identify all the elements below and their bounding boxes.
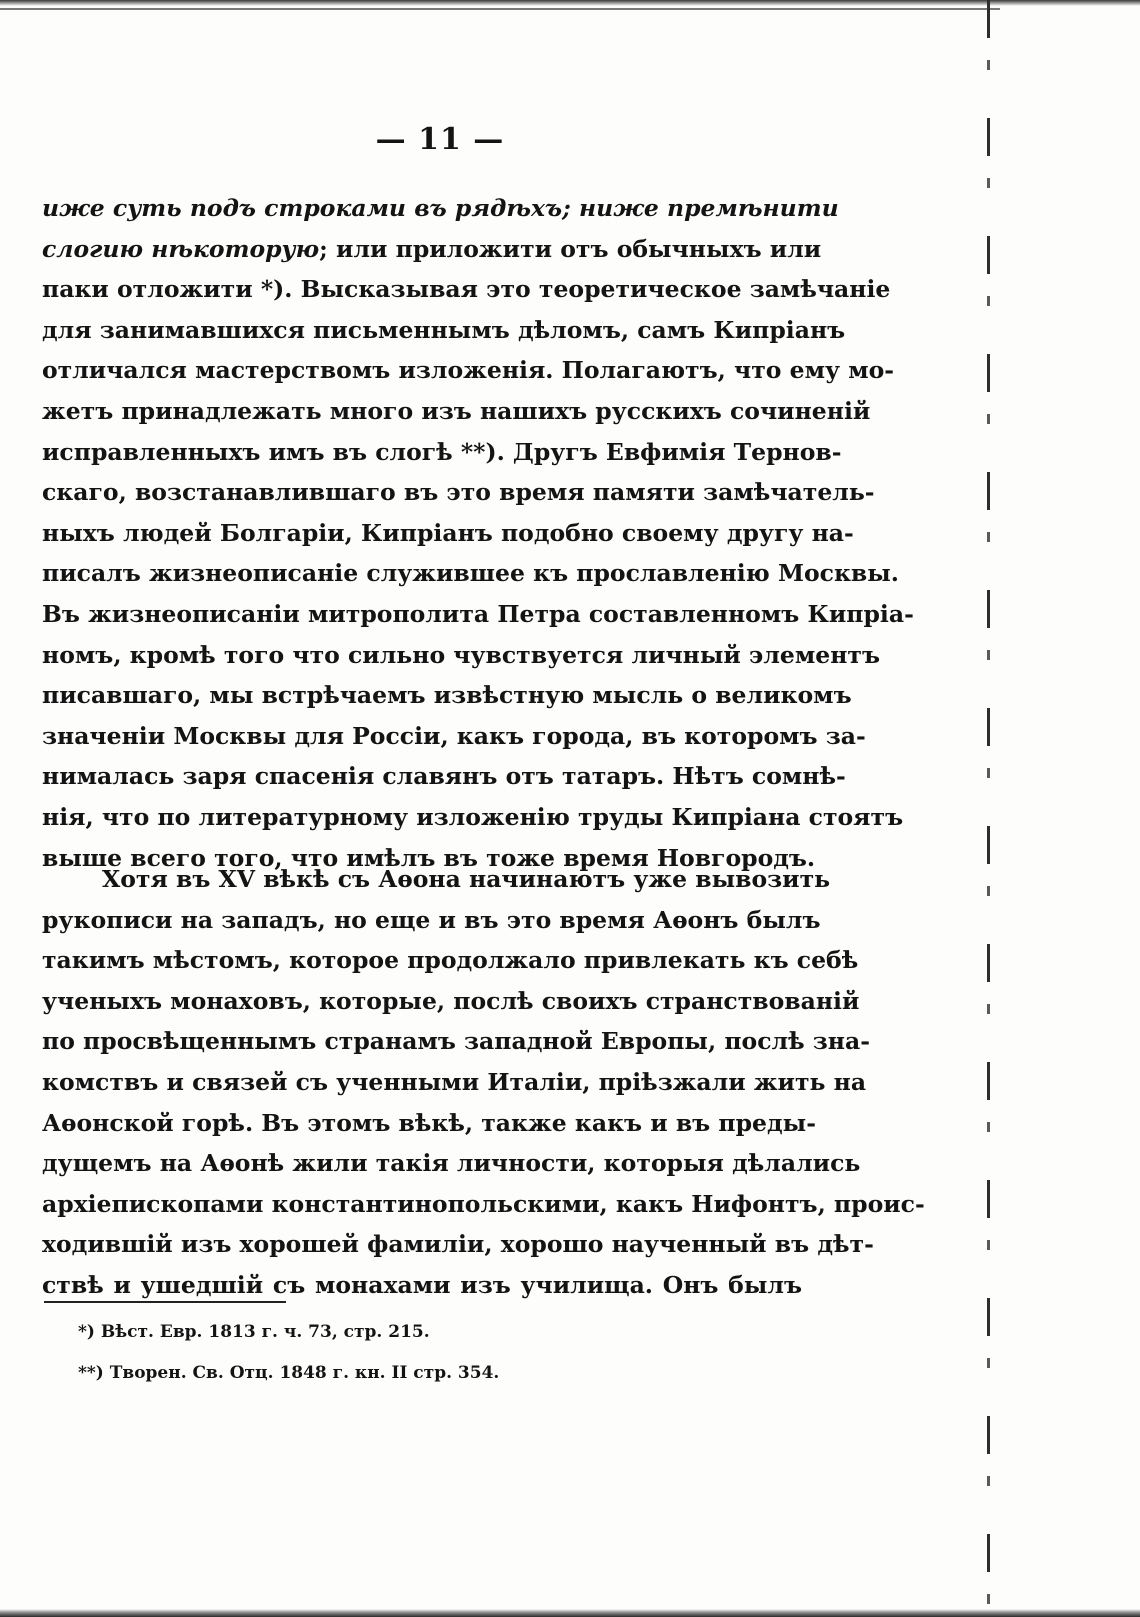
scan-edge-top [0,0,1140,6]
text-line: выше всего того, что имѣлъ въ тоже время Новгородъ. [42,843,816,872]
text-line: по просвѣщеннымъ странамъ западной Европы, послѣ зна- [42,1027,870,1056]
line-rest: ; или приложити отъ обычныхъ или [319,234,822,263]
text-line: Аѳонской горѣ. Въ этомъ вѣкѣ, также какъ и въ преды- [42,1108,816,1137]
text-line: такимъ мѣстомъ, которое продолжало привлекать къ себѣ [42,946,859,975]
footnote-2: **) Творен. Св. Отц. 1848 г. кн. II стр. 354. [78,1363,500,1383]
footnote-1: *) Вѣст. Евр. 1813 г. ч. 73, стр. 215. [78,1322,430,1342]
text-line: ствѣ и ушедшій съ монахами изъ училища. Онъ былъ [42,1270,802,1299]
text-line: нія, что по литературному изложенію труды Кипріана стоятъ [42,802,904,831]
italic-phrase: слогию нѣкоторую [42,234,320,263]
text-line: отличался мастерствомъ изложенія. Полагаютъ, что ему мо- [42,356,895,385]
paragraph-1 [42,188,914,878]
text-line: исправленныхъ имъ въ слогѣ **). Другъ Евфимія Тернов- [42,437,842,466]
text-line: комствъ и связей съ ученными Италіи, пріѣзжали жить на [42,1067,867,1096]
scan-edge-bottom [0,1609,1140,1617]
text-line: скаго, возстанавлившаго въ это время памяти замѣчатель- [42,478,875,507]
text-line: для занимавшихся письменнымъ дѣломъ, самъ Кипріанъ [42,315,846,344]
text-line: писалъ жизнеописаніе служившее къ прославленію Москвы. [42,559,899,588]
text-line: ныхъ людей Болгаріи, Кипріанъ подобно своему другу на- [42,518,854,547]
text-line: ученыхъ монаховъ, которые, послѣ своихъ странствованій [42,986,860,1015]
scan-edge-right [987,0,990,1617]
text-line [42,229,822,270]
text-line: Въ жизнеописаніи митрополита Петра составленномъ Кипріа- [42,599,914,628]
text-line: рукописи на западъ, но еще и въ это время Аѳонъ былъ [42,905,821,934]
text-line: иже суть подъ строками въ рядѣхъ; ниже премѣнити [42,194,839,222]
text-line: писавшаго, мы встрѣчаемъ извѣстную мысль о великомъ [42,681,852,710]
text-line: паки отложити *). Высказывая это теоретическое замѣчаніе [42,275,891,304]
text-line: номъ, кромѣ того что сильно чувствуется личный элементъ [42,640,881,669]
footnote-rule [44,1301,286,1303]
text-line: дущемъ на Аѳонѣ жили такія личности, которыя дѣлались [42,1149,861,1178]
text-line: Хотя въ XV вѣкѣ съ Аѳона начинаютъ уже вывозить [102,865,831,893]
text-line: ходившій изъ хорошей фамиліи, хорошо наученный въ дѣт- [42,1230,874,1259]
text-line: жетъ принадлежать много изъ нашихъ русскихъ сочиненій [42,396,871,425]
scan-edge-top-line [0,8,1000,10]
page-number: — 11 — [375,122,505,157]
text-line: архіепископами константинопольскими, какъ Нифонтъ, проис- [42,1189,925,1218]
text-line: нималась заря спасенія славянъ отъ татаръ. Нѣтъ сомнѣ- [42,762,846,791]
paragraph-2 [42,859,925,1306]
text-line: значеніи Москвы для Россіи, какъ города, въ которомъ за- [42,721,866,750]
